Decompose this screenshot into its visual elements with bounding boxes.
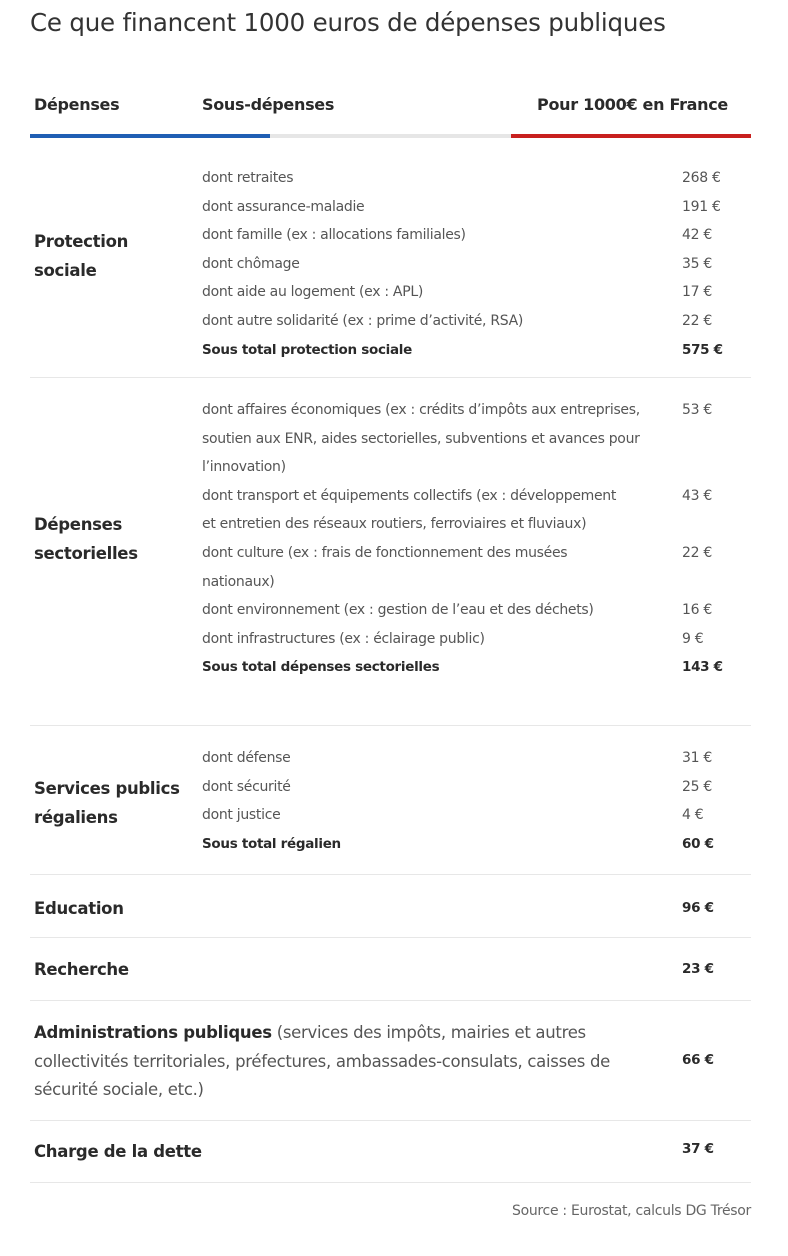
row-amount: 22 € bbox=[682, 544, 712, 561]
category-label: Recherche bbox=[34, 960, 129, 979]
table-row bbox=[202, 250, 751, 279]
table-row bbox=[202, 307, 751, 336]
row-amount: 96 € bbox=[682, 900, 714, 916]
divider bbox=[30, 874, 751, 875]
header-depenses: Dépenses bbox=[34, 95, 120, 114]
divider bbox=[30, 377, 751, 378]
section-services-regaliens bbox=[30, 744, 751, 864]
table-row bbox=[202, 744, 751, 773]
source-note: Source : Eurostat, calculs DG Trésor bbox=[511, 1203, 751, 1219]
subtotal-amount: 575 € bbox=[682, 341, 723, 358]
table-row bbox=[202, 773, 751, 802]
row-education bbox=[30, 894, 751, 924]
row-label: dont sécurité bbox=[202, 778, 291, 795]
row-label: dont affaires économiques (ex : crédits d’impôts aux entreprises, soutien aux ENR, aides sectorielles, subventions et avances pour l’innovation) bbox=[202, 402, 640, 476]
category-label bbox=[34, 227, 199, 285]
subexpense-list bbox=[202, 396, 751, 682]
table-row bbox=[202, 539, 751, 596]
row-amount: 31 € bbox=[682, 750, 712, 766]
table-row bbox=[202, 278, 751, 307]
rule-blue bbox=[30, 134, 270, 138]
category-line: Dépenses bbox=[34, 515, 123, 534]
row-amount: 35 € bbox=[682, 255, 712, 272]
table-row bbox=[202, 482, 751, 539]
header-sous-depenses: Sous-dépenses bbox=[202, 95, 335, 114]
administrations-detail: (services des impôts, mairies et autres collectivités territoriales, préfectures, ambassades-consulats, caisses de sécurité sociale, etc.) bbox=[34, 1023, 610, 1099]
row-administrations bbox=[30, 1019, 751, 1109]
table-row bbox=[202, 164, 751, 193]
subexpense-list bbox=[202, 744, 751, 858]
row-label: dont aide au logement (ex : APL) bbox=[202, 284, 424, 301]
row-amount: 43 € bbox=[682, 487, 712, 504]
subtotal-label: Sous total régalien bbox=[202, 835, 341, 852]
page-title: Ce que financent 1000 euros de dépenses publiques bbox=[30, 8, 666, 37]
subtotal-amount: 60 € bbox=[682, 835, 714, 852]
administrations-text bbox=[34, 1019, 644, 1105]
divider bbox=[30, 725, 751, 726]
category-line: Protection bbox=[34, 232, 129, 251]
tricolor-rule bbox=[30, 134, 751, 138]
table-row bbox=[202, 596, 751, 625]
row-amount: 16 € bbox=[682, 602, 712, 619]
row-amount: 268 € bbox=[682, 170, 721, 186]
category-label: Administrations publiques bbox=[34, 1023, 272, 1042]
row-label: dont retraites bbox=[202, 170, 294, 186]
section-protection-sociale bbox=[30, 164, 751, 364]
category-label: Charge de la dette bbox=[34, 1142, 202, 1161]
row-label: dont culture (ex : frais de fonctionnement des musées nationaux) bbox=[202, 544, 568, 590]
rule-white bbox=[270, 134, 511, 138]
row-amount: 66 € bbox=[682, 1052, 714, 1068]
row-charge-dette bbox=[30, 1137, 751, 1167]
divider bbox=[30, 1120, 751, 1121]
category-line: sectorielles bbox=[34, 544, 138, 563]
category-line: Services publics bbox=[34, 779, 180, 798]
row-amount: 23 € bbox=[682, 961, 714, 977]
row-amount: 4 € bbox=[682, 807, 704, 824]
table-row bbox=[202, 625, 751, 654]
subtotal-row bbox=[202, 830, 751, 859]
divider bbox=[30, 1000, 751, 1001]
row-label: dont chômage bbox=[202, 255, 300, 272]
divider bbox=[30, 1182, 751, 1183]
row-label: dont défense bbox=[202, 750, 291, 766]
row-label: dont famille (ex : allocations familiales) bbox=[202, 227, 466, 244]
row-label: dont justice bbox=[202, 807, 281, 824]
subtotal-label: Sous total protection sociale bbox=[202, 341, 412, 358]
row-amount: 9 € bbox=[682, 630, 704, 647]
rule-red bbox=[511, 134, 751, 138]
section-depenses-sectorielles bbox=[30, 396, 751, 716]
row-amount: 42 € bbox=[682, 227, 712, 244]
subtotal-label: Sous total dépenses sectorielles bbox=[202, 659, 440, 676]
table-row bbox=[202, 396, 751, 482]
category-line: sociale bbox=[34, 261, 97, 280]
category-label bbox=[34, 510, 199, 568]
table-row bbox=[202, 221, 751, 250]
row-amount: 25 € bbox=[682, 778, 712, 795]
category-label: Education bbox=[34, 899, 124, 918]
subtotal-row bbox=[202, 653, 751, 682]
row-amount: 17 € bbox=[682, 284, 712, 301]
subtotal-row bbox=[202, 336, 751, 365]
category-label bbox=[34, 774, 199, 832]
header-montant: Pour 1000€ en France bbox=[537, 95, 728, 114]
row-recherche bbox=[30, 955, 751, 985]
subexpense-list bbox=[202, 164, 751, 364]
row-label: dont environnement (ex : gestion de l’eau et des déchets) bbox=[202, 602, 594, 619]
row-amount: 191 € bbox=[682, 198, 721, 215]
row-label: dont autre solidarité (ex : prime d’activité, RSA) bbox=[202, 312, 524, 329]
row-amount: 37 € bbox=[682, 1141, 714, 1157]
row-amount: 22 € bbox=[682, 312, 712, 329]
row-label: dont assurance-maladie bbox=[202, 198, 365, 215]
row-amount: 53 € bbox=[682, 402, 712, 418]
table-row bbox=[202, 801, 751, 830]
row-label: dont infrastructures (ex : éclairage public) bbox=[202, 630, 485, 647]
row-label: dont transport et équipements collectifs (ex : développement et entretien des réseaux routiers, ferroviaires et fluviaux) bbox=[202, 487, 617, 533]
table-row bbox=[202, 193, 751, 222]
divider bbox=[30, 937, 751, 938]
category-line: régaliens bbox=[34, 808, 118, 827]
subtotal-amount: 143 € bbox=[682, 659, 723, 676]
